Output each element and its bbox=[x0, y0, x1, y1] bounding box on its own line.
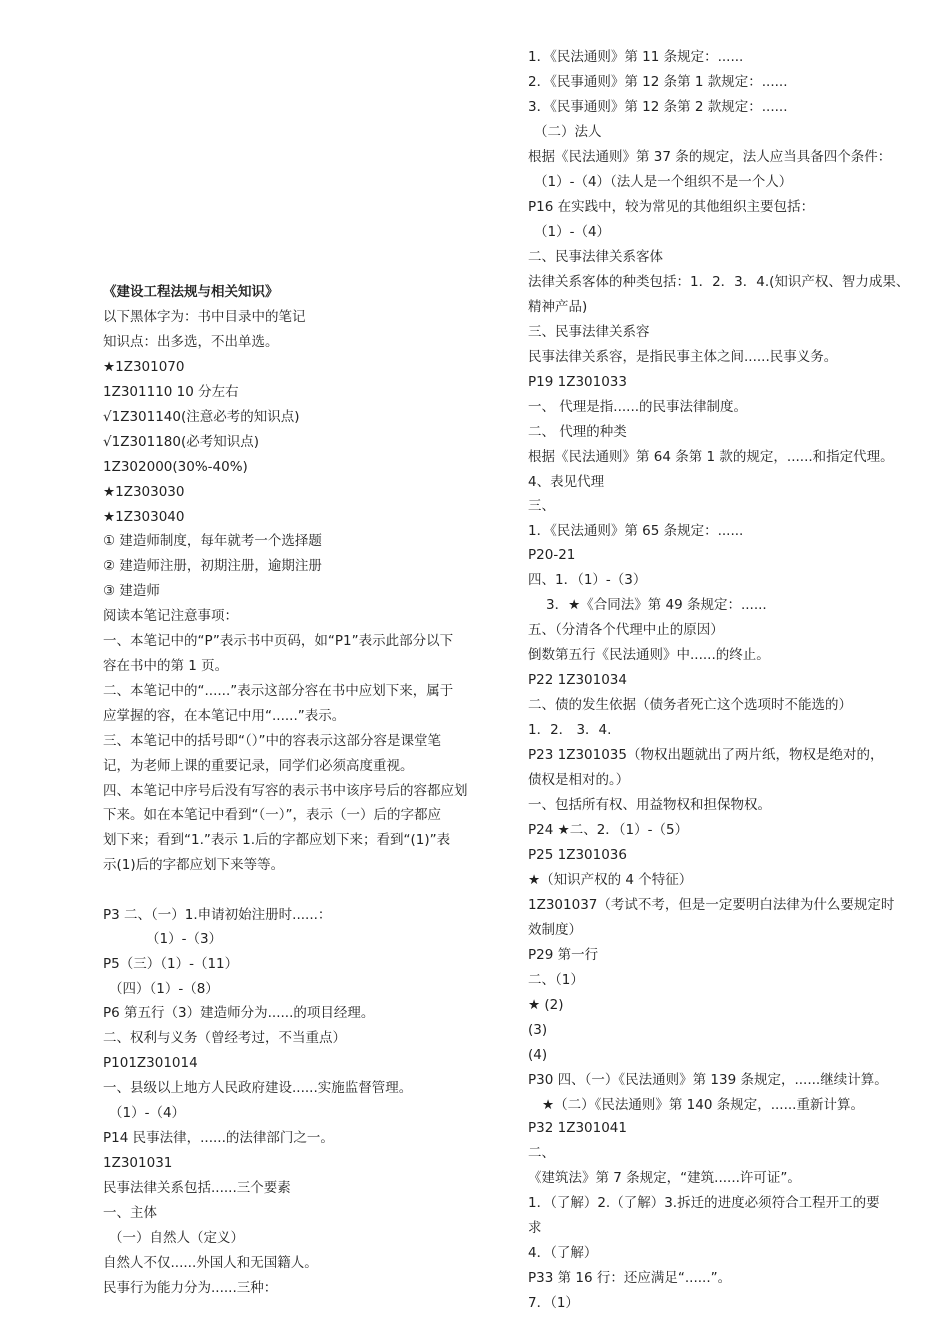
left-note-line: 民事法律关系包括......三个要素 bbox=[103, 1180, 291, 1196]
right-note-line: 精神产品) bbox=[528, 299, 588, 315]
left-note-line: 知识点：出多选，不出单选。 bbox=[103, 334, 279, 350]
left-note-line: 记，为老师上课的重要记录，同学们必须高度重视。 bbox=[103, 758, 414, 774]
right-note-line: 7．（1） bbox=[528, 1295, 579, 1311]
left-note-line: 容在书中的第 1 页。 bbox=[103, 658, 229, 674]
left-note-line: 民事行为能力分为......三种： bbox=[103, 1280, 278, 1296]
left-note-line: 以下黑体字为：书中目录中的笔记 bbox=[103, 309, 306, 325]
right-note-line: 根据《民法通则》第 64 条第 1 款的规定，......和指定代理。 bbox=[528, 449, 894, 465]
right-note-line: 1．《民法通则》第 65 条规定：...... bbox=[528, 523, 744, 539]
right-note-line: 一、包括所有权、用益物权和担保物权。 bbox=[528, 797, 771, 813]
left-note-line: 1Z301031 bbox=[103, 1155, 173, 1171]
right-note-line: ★ (2) bbox=[528, 997, 564, 1013]
left-note-line: 二、本笔记中的“......”表示这部分容在书中应划下来，属于 bbox=[103, 683, 454, 699]
right-note-line: 三、民事法律关系容 bbox=[528, 324, 650, 340]
left-note-line: 示(1)后的字都应划下来等等。 bbox=[103, 857, 285, 873]
left-note-line: 二、权利与义务（曾经考过，不当重点） bbox=[103, 1030, 346, 1046]
right-note-line: 债权是相对的。） bbox=[528, 772, 630, 788]
right-note-line: 根据《民法通则》第 37 条的规定，法人应当具备四个条件： bbox=[528, 149, 892, 165]
left-note-line: P101Z301014 bbox=[103, 1055, 198, 1071]
left-note-line: 一、主体 bbox=[103, 1205, 157, 1221]
right-note-line: P23 1Z301035（物权出题就出了两片纸，物权是绝对的， bbox=[528, 747, 884, 763]
right-note-line: 1Z301037（考试不考，但是一定要明白法律为什么要规定时 bbox=[528, 897, 895, 913]
left-note-line: ② 建造师注册，初期注册，逾期注册 bbox=[103, 558, 322, 574]
document-title: 《建设工程法规与相关知识》 bbox=[103, 284, 279, 300]
left-note-line: √1Z301140(注意必考的知识点) bbox=[103, 409, 300, 425]
right-note-line: 二、民事法律关系客体 bbox=[528, 249, 663, 265]
right-note-line: 二、 bbox=[528, 1145, 555, 1161]
right-note-line: 五、（分清各个代理中止的原因） bbox=[528, 622, 724, 638]
right-note-line: P25 1Z301036 bbox=[528, 847, 627, 863]
right-note-line: 3．《民事通则》第 12 条第 2 款规定：...... bbox=[528, 99, 788, 115]
right-note-line: P24 ★二、2．（1）-（5） bbox=[528, 822, 689, 838]
right-note-line: （1）-（4） bbox=[534, 224, 611, 240]
left-note-line: ③ 建造师 bbox=[103, 583, 160, 599]
left-note-line: ① 建造师制度，每年就考一个选择题 bbox=[103, 533, 322, 549]
left-note-line: （四）（1）-（8） bbox=[109, 981, 219, 997]
right-note-line: 4、表见代理 bbox=[528, 474, 605, 490]
left-note-line: P5（三）（1）-（11） bbox=[103, 956, 239, 972]
left-note-line: P6 第五行（3）建造师分为......的项目经理。 bbox=[103, 1005, 375, 1021]
right-note-line: 效制度） bbox=[528, 922, 582, 938]
left-note-line: 划下来；看到“1.”表示 1.后的字都应划下来；看到“(1)”表 bbox=[103, 832, 451, 848]
left-note-line: 1Z302000(30%-40%) bbox=[103, 459, 248, 475]
left-note-line: 一、县级以上地方人民政府建设......实施监督管理。 bbox=[103, 1080, 413, 1096]
right-note-line: 2．《民事通则》第 12 条第 1 款规定：...... bbox=[528, 74, 788, 90]
right-note-line: 一、 代理是指......的民事法律制度。 bbox=[528, 399, 748, 415]
left-note-line: 三、本笔记中的括号即“（）”中的容表示这部分容是课堂笔 bbox=[103, 733, 441, 749]
left-note-line: P14 民事法律，......的法律部门之一。 bbox=[103, 1130, 334, 1146]
right-note-line: 法律关系客体的种类包括：1．2．3．4.(知识产权、智力成果、 bbox=[528, 274, 910, 290]
left-note-line: 一、本笔记中的“P”表示书中页码，如“P1”表示此部分以下 bbox=[103, 633, 454, 649]
right-note-line: ★（知识产权的 4 个特征） bbox=[528, 872, 693, 888]
right-note-line: P19 1Z301033 bbox=[528, 374, 627, 390]
left-note-line: ★1Z303040 bbox=[103, 509, 185, 525]
left-note-line: ★1Z303030 bbox=[103, 484, 185, 500]
right-note-line: （二）法人 bbox=[534, 124, 602, 140]
right-note-line: P16 在实践中，较为常见的其他组织主要包括： bbox=[528, 199, 815, 215]
right-note-line: 3．★《合同法》第 49 条规定：...... bbox=[546, 597, 767, 613]
left-note-line: ★1Z301070 bbox=[103, 359, 185, 375]
left-note-line: 阅读本笔记注意事项： bbox=[103, 608, 238, 624]
left-note-line: （1）-（3） bbox=[146, 931, 223, 947]
left-note-line: 自然人不仅......外国人和无国籍人。 bbox=[103, 1255, 318, 1271]
right-note-line: P20-21 bbox=[528, 547, 576, 563]
left-note-line: P3 二、（一）1.申请初始注册时......： bbox=[103, 907, 332, 923]
right-note-line: 三、 bbox=[528, 498, 555, 514]
left-note-line: 应掌握的容，在本笔记中用“......”表示。 bbox=[103, 708, 346, 724]
right-note-line: P30 四、（一）《民法通则》第 139 条规定，......继续计算。 bbox=[528, 1072, 888, 1088]
right-note-line: 1．《民法通则》第 11 条规定：...... bbox=[528, 49, 744, 65]
left-note-line: 1Z301110 10 分左右 bbox=[103, 384, 239, 400]
right-note-line: 4．（了解） bbox=[528, 1245, 598, 1261]
right-note-line: (3) bbox=[528, 1022, 548, 1038]
right-note-line: P22 1Z301034 bbox=[528, 672, 627, 688]
right-note-line: P29 第一行 bbox=[528, 947, 599, 963]
left-note-line: 下来。如在本笔记中看到“（一）”，表示（一）后的字都应 bbox=[103, 807, 441, 823]
left-note-line: 四、本笔记中序号后没有写容的表示书中该序号后的容都应划 bbox=[103, 783, 468, 799]
right-note-line: 二、 代理的种类 bbox=[528, 424, 627, 440]
right-note-line: 二、债的发生依据（债务者死亡这个选项时不能选的） bbox=[528, 697, 852, 713]
right-note-line: （1）-（4）（法人是一个组织不是一个人） bbox=[534, 174, 793, 190]
right-note-line: 倒数第五行《民法通则》中......的终止。 bbox=[528, 647, 770, 663]
right-note-line: 《建筑法》第 7 条规定，“建筑......许可证”。 bbox=[528, 1170, 801, 1186]
right-note-line: P32 1Z301041 bbox=[528, 1120, 627, 1136]
right-note-line: 二、（1） bbox=[528, 972, 584, 988]
right-note-line: 1．2． 3．4. bbox=[528, 722, 612, 738]
right-note-line: 民事法律关系容，是指民事主体之间......民事义务。 bbox=[528, 349, 838, 365]
right-note-line: 1．（了解）2.（了解）3.拆迁的进度必须符合工程开工的要 bbox=[528, 1195, 880, 1211]
left-note-line: √1Z301180(必考知识点) bbox=[103, 434, 260, 450]
right-note-line: 四、1．（1）-（3） bbox=[528, 572, 647, 588]
left-note-line: （一）自然人（定义） bbox=[109, 1230, 244, 1246]
right-note-line: P33 第 16 行：还应满足“......”。 bbox=[528, 1270, 732, 1286]
right-note-line: 求 bbox=[528, 1220, 542, 1236]
right-note-line: ★（二）《民法通则》第 140 条规定，......重新计算。 bbox=[542, 1097, 864, 1113]
right-note-line: (4) bbox=[528, 1047, 548, 1063]
left-note-line: （1）-（4） bbox=[109, 1105, 186, 1121]
